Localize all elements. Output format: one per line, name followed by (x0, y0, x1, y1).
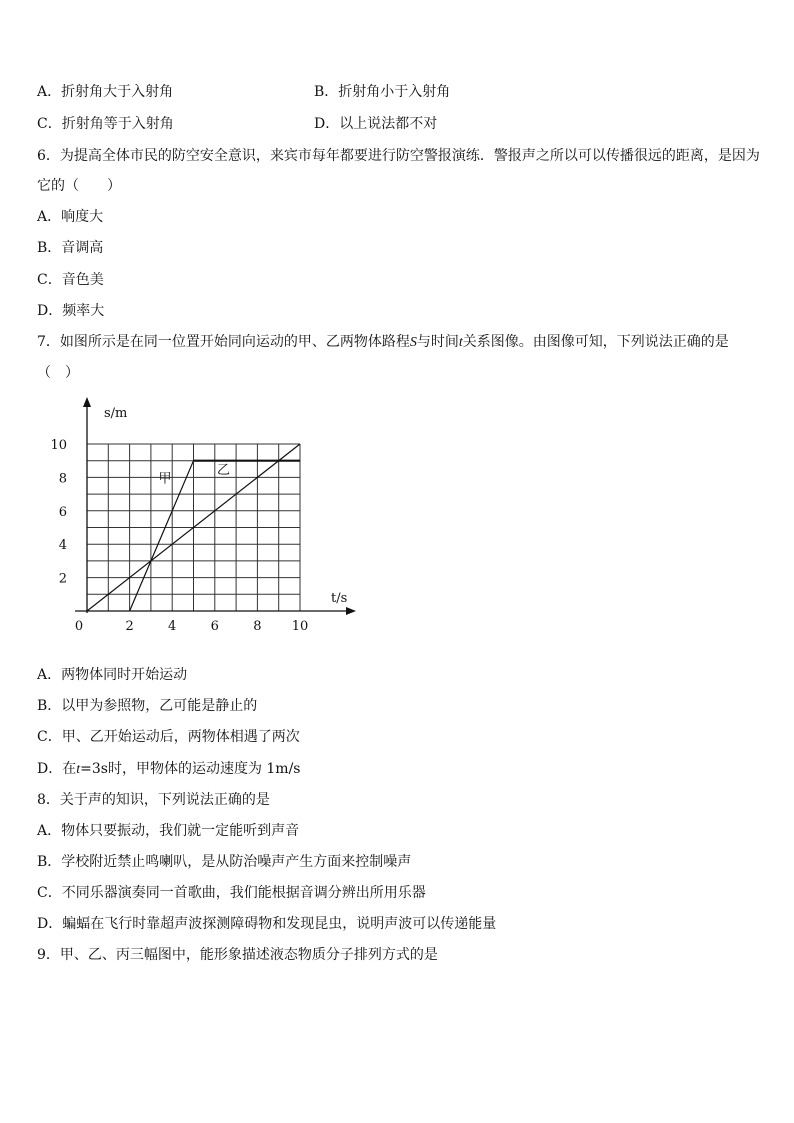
q7-option-d-pre: D．在 (37, 761, 77, 777)
y-axis-label: s/m (104, 406, 128, 421)
x-tick-label: 4 (168, 619, 177, 634)
x-axis-label: t/s (331, 591, 348, 606)
q7-option-c: C．甲、乙开始运动后，两物体相遇了两次 (37, 729, 300, 745)
q6-option-d: D．频率大 (37, 303, 105, 319)
q7-var-s: S (409, 335, 417, 350)
q7-stem-line1 (37, 333, 729, 352)
q6-stem-line2: 它的（ ） (37, 178, 121, 194)
q8-stem: 8．关于声的知识，下列说法正确的是 (37, 792, 270, 808)
q7-var-t: t (458, 335, 463, 350)
x-tick-label: 10 (291, 619, 309, 634)
q7-stem-pre: 7．如图所示是在同一位置开始同向运动的甲、乙两物体路程 (37, 334, 410, 350)
q7-stem-mid: 与时间 (416, 334, 459, 350)
q6-option-a: A．响度大 (37, 209, 104, 225)
q5-option-c: C．折射角等于入射角 (37, 116, 174, 132)
q6-option-c: C．音色美 (37, 272, 104, 288)
series-label: 甲 (158, 471, 172, 487)
y-tick-label: 4 (58, 538, 67, 554)
y-axis-arrow (83, 397, 91, 407)
q7-option-a: A．两物体同时开始运动 (37, 667, 188, 683)
q6-stem-line1: 6．为提高全体市民的防空安全意识，来宾市每年都要进行防空警报演练．警报声之所以可以传播很远的距离，是因为 (37, 148, 760, 164)
q8-option-d: D．蝙蝠在飞行时靠超声波探测障碍物和发现昆虫，说明声波可以传递能量 (37, 916, 497, 932)
y-tick-label: 10 (50, 438, 67, 453)
y-tick-label: 2 (58, 571, 67, 587)
q7-option-d-var: t (76, 762, 81, 777)
q5-option-d: D．以上说法都不对 (314, 116, 438, 132)
y-tick-label: 8 (58, 471, 67, 487)
q8-option-c: C．不同乐器演奏同一首歌曲，我们能根据音调分辨出所用乐器 (37, 885, 426, 901)
q9-stem: 9．甲、乙、丙三幅图中，能形象描述液态物质分子排列方式的是 (37, 947, 438, 963)
x-tick-label: 8 (253, 619, 262, 634)
series-label: 乙 (217, 463, 231, 478)
x-axis-arrow (346, 607, 356, 615)
q7-stem-line2: （ ） (37, 365, 79, 381)
q6-option-b: B．音调高 (37, 240, 104, 256)
q5-option-a: A．折射角大于入射角 (37, 84, 174, 100)
y-tick-label: 6 (58, 504, 67, 520)
q8-option-b: B．学校附近禁止鸣喇叭，是从防治噪声产生方面来控制噪声 (37, 854, 412, 870)
x-tick-label: 6 (210, 619, 219, 634)
x-tick-label: 2 (125, 619, 134, 634)
q7-stem-post: 关系图像。由图像可知，下列说法正确的是 (462, 334, 729, 350)
q5-option-b: B．折射角小于入射角 (314, 84, 451, 100)
q7-option-d (37, 760, 300, 779)
q8-option-a: A．物体只要振动，我们就一定能听到声音 (37, 823, 300, 839)
q7-st-graph (40, 395, 380, 640)
x-tick-label: 0 (74, 619, 84, 634)
q7-option-d-post: =3s时，甲物体的运动速度为 1m/s (80, 761, 301, 777)
q7-option-b: B．以甲为参照物，乙可能是静止的 (37, 698, 258, 714)
